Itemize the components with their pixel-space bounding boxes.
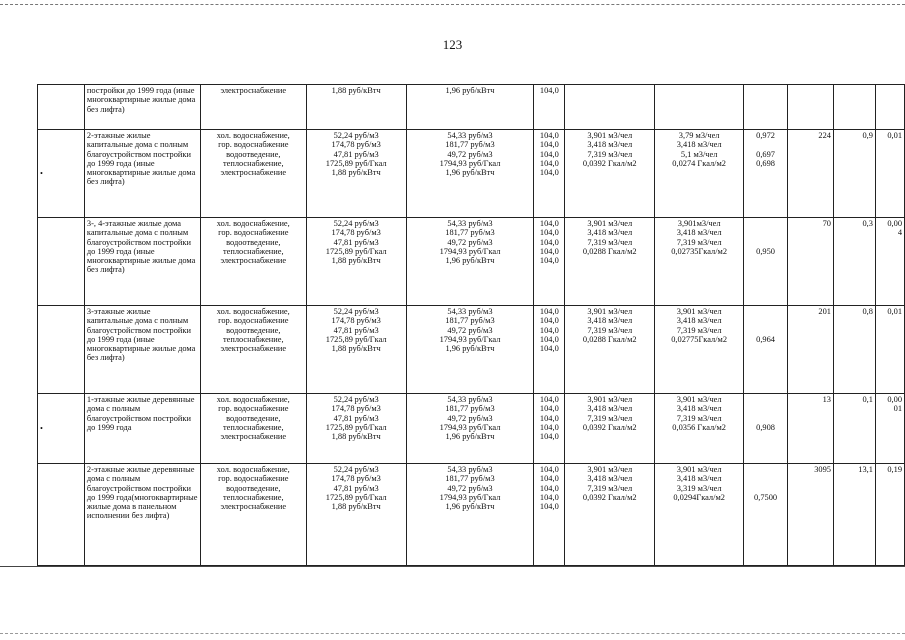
tariff-new-cell: 54,33 руб/м3 181,77 руб/м3 49,72 руб/м3 1794,93 руб/Гкал 1,96 руб/кВтч: [406, 130, 534, 218]
blank-cell: [38, 85, 85, 130]
area-cell: 224: [788, 130, 834, 218]
norm-old-cell: 3,901 м3/чел 3,418 м3/чел 7,319 м3/чел 0,0392 Гкал/м2: [565, 464, 655, 566]
share-cell: 0,9: [833, 130, 875, 218]
area-cell: 70: [788, 218, 834, 306]
delta-cell: 0,00 01: [875, 394, 904, 464]
share-cell: 0,3: [833, 218, 875, 306]
norm-new-cell: 3,79 м3/чел 3,418 м3/чел 5,1 м3/чел 0,0274 Гкал/м2: [655, 130, 744, 218]
area-cell: 201: [788, 306, 834, 394]
housing-type-cell: 1-этажные жилые деревянные дома с полным благоустройством постройки до 1999 года: [84, 394, 200, 464]
index-cell: 104,0 104,0 104,0 104,0 104,0: [534, 130, 565, 218]
tariff-new-cell: 54,33 руб/м3 181,77 руб/м3 49,72 руб/м3 1794,93 руб/Гкал 1,96 руб/кВтч: [406, 218, 534, 306]
index-cell: 104,0 104,0 104,0 104,0 104,0: [534, 394, 565, 464]
tariff-old-cell: 52,24 руб/м3 174,78 руб/м3 47,81 руб/м3 1725,89 руб/Гкал 1,88 руб/кВтч: [306, 394, 406, 464]
area-cell: 3095: [788, 464, 834, 566]
coefficient-cell: 0,972 0,697 0,698: [744, 130, 788, 218]
table-row: [38, 85, 905, 130]
services-cell: хол. водоснабжение, гор. водоснабжение водоотведение, теплоснабжение, электроснабжение: [200, 130, 306, 218]
tariff-new-cell: 54,33 руб/м3 181,77 руб/м3 49,72 руб/м3 1794,93 руб/Гкал 1,96 руб/кВтч: [406, 306, 534, 394]
services-cell: электроснабжение: [200, 85, 306, 130]
area-cell: 13: [788, 394, 834, 464]
services-cell: хол. водоснабжение, гор. водоснабжение водоотведение, теплоснабжение, электроснабжение: [200, 464, 306, 566]
norm-new-cell: [655, 85, 744, 130]
services-cell: хол. водоснабжение, гор. водоснабжение водоотведение, теплоснабжение, электроснабжение: [200, 394, 306, 464]
norm-new-cell: 3,901 м3/чел 3,418 м3/чел 7,319 м3/чел 0,02775Гкал/м2: [655, 306, 744, 394]
tariff-new-cell: 54,33 руб/м3 181,77 руб/м3 49,72 руб/м3 1794,93 руб/Гкал 1,96 руб/кВтч: [406, 464, 534, 566]
norm-old-cell: 3,901 м3/чел 3,418 м3/чел 7,319 м3/чел 0,0392 Гкал/м2: [565, 130, 655, 218]
row-mark: •: [40, 423, 43, 433]
tariff-old-cell: 52,24 руб/м3 174,78 руб/м3 47,81 руб/м3 1725,89 руб/Гкал 1,88 руб/кВтч: [306, 218, 406, 306]
table-row: [38, 464, 905, 566]
tariff-old-cell: 52,24 руб/м3 174,78 руб/м3 47,81 руб/м3 1725,89 руб/Гкал 1,88 руб/кВтч: [306, 464, 406, 566]
blank-cell: [38, 394, 85, 464]
page-number: 123: [442, 37, 463, 52]
housing-type-cell: 2-этажные жилые деревянные дома с полным благоустройством постройки до 1999 года(многоквартирные жилые дома в панельном исполнении без лифта): [84, 464, 200, 566]
share-cell: 13,1: [833, 464, 875, 566]
housing-type-cell: постройки до 1999 года (иные многоквартирные жилые дома без лифта): [84, 85, 200, 130]
table-row: [38, 394, 905, 464]
share-cell: 0,8: [833, 306, 875, 394]
page-bottom-rule: [0, 566, 905, 567]
table-row: [38, 130, 905, 218]
index-cell: 104,0 104,0 104,0 104,0 104,0: [534, 306, 565, 394]
delta-cell: 0,01: [875, 130, 904, 218]
housing-type-cell: 2-этажные жилые капитальные дома с полным благоустройством постройки до 1999 года (иные многоквартирные жилые дома без лифта): [84, 130, 200, 218]
tariff-old-cell: 52,24 руб/м3 174,78 руб/м3 47,81 руб/м3 1725,89 руб/Гкал 1,88 руб/кВтч: [306, 130, 406, 218]
row-mark: •: [40, 168, 43, 178]
area-cell: [788, 85, 834, 130]
norm-old-cell: [565, 85, 655, 130]
blank-cell: [38, 218, 85, 306]
coefficient-cell: 0,964: [744, 306, 788, 394]
norm-new-cell: 3,901м3/чел 3,418 м3/чел 7,319 м3/чел 0,02735Гкал/м2: [655, 218, 744, 306]
delta-cell: [875, 85, 904, 130]
tariff-old-cell: 1,88 руб/кВтч: [306, 85, 406, 130]
table-row: [38, 306, 905, 394]
housing-type-cell: 3-этажные жилые капитальные дома с полным благоустройством постройки до 1999 года (иные многоквартирные жилые дома без лифта): [84, 306, 200, 394]
norm-new-cell: 3,901 м3/чел 3,418 м3/чел 7,319 м3/чел 0,0356 Гкал/м2: [655, 394, 744, 464]
services-cell: хол. водоснабжение, гор. водоснабжение водоотведение, теплоснабжение, электроснабжение: [200, 306, 306, 394]
blank-cell: [38, 464, 85, 566]
norm-new-cell: 3,901 м3/чел 3,418 м3/чел 3,319 м3/чел 0,0294Гкал/м2: [655, 464, 744, 566]
norm-old-cell: 3,901 м3/чел 3,418 м3/чел 7,319 м3/чел 0,0288 Гкал/м2: [565, 218, 655, 306]
tariff-new-cell: 54,33 руб/м3 181,77 руб/м3 49,72 руб/м3 1794,93 руб/Гкал 1,96 руб/кВтч: [406, 394, 534, 464]
scan-top-edge: [0, 4, 905, 5]
index-cell: 104,0: [534, 85, 565, 130]
blank-cell: [38, 130, 85, 218]
norm-old-cell: 3,901 м3/чел 3,418 м3/чел 7,319 м3/чел 0,0392 Гкал/м2: [565, 394, 655, 464]
tariff-new-cell: 1,96 руб/кВтч: [406, 85, 534, 130]
delta-cell: 0,00 4: [875, 218, 904, 306]
housing-type-cell: 3-, 4-этажные жилые дома капитальные дома с полным благоустройством постройки до 1999 года (иные многоквартирные жилые дома без лифта): [84, 218, 200, 306]
delta-cell: 0,19: [875, 464, 904, 566]
services-cell: хол. водоснабжение, гор. водоснабжение водоотведение, теплоснабжение, электроснабжение: [200, 218, 306, 306]
norm-old-cell: 3,901 м3/чел 3,418 м3/чел 7,319 м3/чел 0,0288 Гкал/м2: [565, 306, 655, 394]
share-cell: 0,1: [833, 394, 875, 464]
delta-cell: 0,01: [875, 306, 904, 394]
index-cell: 104,0 104,0 104,0 104,0 104,0: [534, 464, 565, 566]
tariff-old-cell: 52,24 руб/м3 174,78 руб/м3 47,81 руб/м3 1725,89 руб/Гкал 1,88 руб/кВтч: [306, 306, 406, 394]
tariff-table: [37, 84, 905, 566]
share-cell: [833, 85, 875, 130]
coefficient-cell: 0,950: [744, 218, 788, 306]
coefficient-cell: 0,908: [744, 394, 788, 464]
scan-bottom-edge: [0, 633, 905, 634]
coefficient-cell: [744, 85, 788, 130]
coefficient-cell: 0,7500: [744, 464, 788, 566]
index-cell: 104,0 104,0 104,0 104,0 104,0: [534, 218, 565, 306]
blank-cell: [38, 306, 85, 394]
table-row: [38, 218, 905, 306]
